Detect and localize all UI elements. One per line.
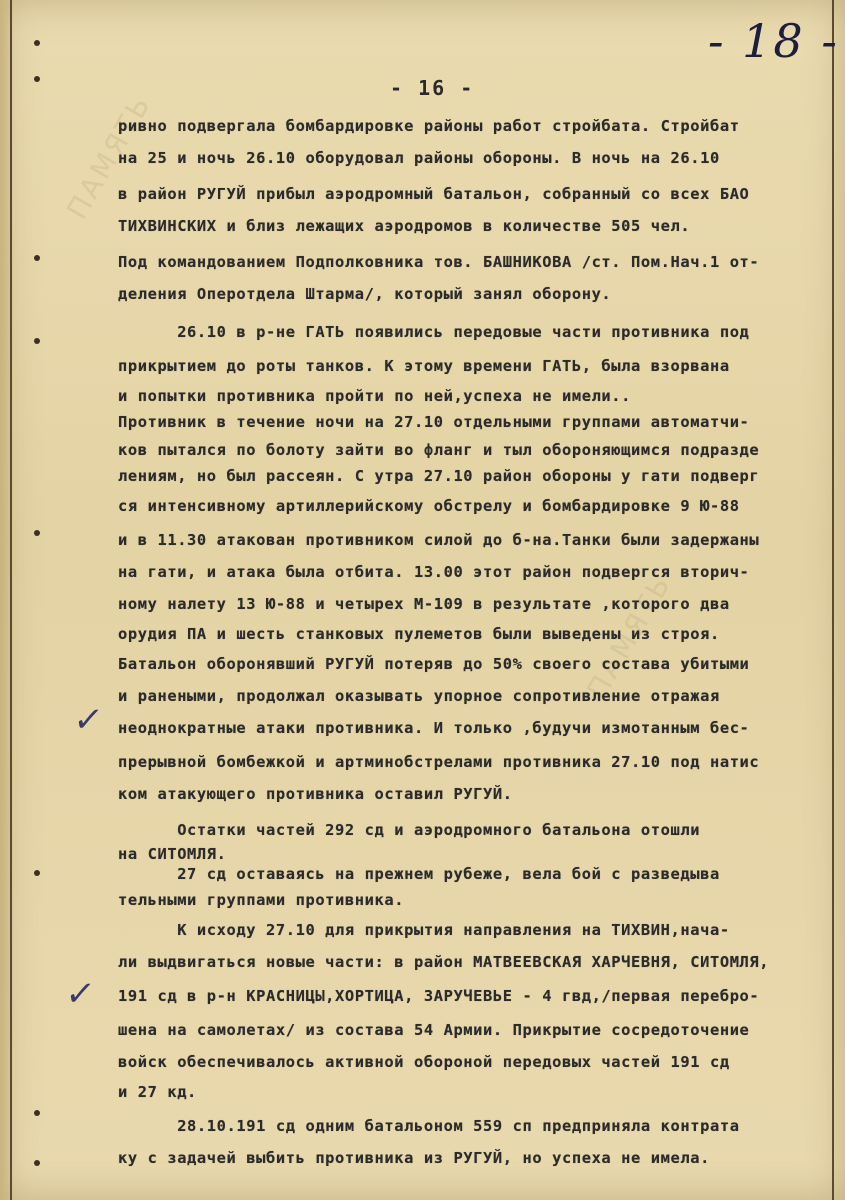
text-line: 191 сд в р-н КРАСНИЦЫ,ХОРТИЦА, ЗАРУЧЕВЬЕ - 4 гвд,/первая перебро- <box>118 987 760 1005</box>
binding-hole <box>34 530 40 536</box>
binding-hole <box>34 255 40 261</box>
binding-hole <box>34 1110 40 1116</box>
archive-watermark: ПАМЯТЬ <box>60 88 158 225</box>
text-line: ному налету 13 Ю-88 и четырех М-109 в результате ,которого два <box>118 595 730 613</box>
left-border-line <box>10 0 12 1200</box>
text-line: и попытки противника пройти по ней,успеха не имели.. <box>118 387 632 405</box>
text-line: ТИХВИНСКИХ и близ лежащих аэродромов в количестве 505 чел. <box>118 217 691 235</box>
text-line: и 27 кд. <box>118 1083 197 1101</box>
checkmark-icon: ✓ <box>71 700 106 740</box>
text-line: ков пытался по болоту зайти во фланг и тыл обороняющимся подразде <box>118 441 760 459</box>
text-line: К исходу 27.10 для прикрытия направления на ТИХВИН,нача- <box>118 921 730 939</box>
text-line: в район РУГУЙ прибыл аэродромный батальон, собранный со всех БАО <box>118 185 750 203</box>
text-line: 26.10 в р-не ГАТЬ появились передовые части противника под <box>118 323 750 341</box>
text-line: и в 11.30 атакован противником силой до б-на.Танки были задержаны <box>118 531 760 549</box>
text-line: лениям, но был рассеян. С утра 27.10 район обороны у гати подверг <box>118 467 760 485</box>
binding-hole <box>34 1160 40 1166</box>
text-line: Батальон оборонявший РУГУЙ потеряв до 50% своего состава убитыми <box>118 655 750 673</box>
text-line: неоднократные атаки противника. И только ,будучи измотанным бес- <box>118 719 750 737</box>
text-line: Под командованием Подполковника тов. БАШНИКОВА /ст. Пом.Нач.1 от- <box>118 253 760 271</box>
text-line: Противник в течение ночи на 27.10 отдельными группами автоматчи- <box>118 413 750 431</box>
text-line: прерывной бомбежкой и артминобстрелами противника 27.10 под натис <box>118 753 760 771</box>
text-line: орудия ПА и шесть станковых пулеметов были выведены из строя. <box>118 625 720 643</box>
text-line: ку с задачей выбить противника из РУГУЙ, но успеха не имела. <box>118 1149 710 1167</box>
binding-hole <box>34 870 40 876</box>
text-line: на 25 и ночь 26.10 оборудовал районы обороны. В ночь на 26.10 <box>118 149 720 167</box>
text-line: 28.10.191 сд одним батальоном 559 сп предприняла контрата <box>118 1117 740 1135</box>
checkmark-icon: ✓ <box>63 974 98 1014</box>
text-line: ся интенсивному артиллерийскому обстрелу и бомбардировке 9 Ю-88 <box>118 497 740 515</box>
text-line: ли выдвигаться новые части: в район МАТВЕЕВСКАЯ ХАРЧЕВНЯ, СИТОМЛЯ, <box>118 953 770 971</box>
text-line: на гати, и атака была отбита. 13.00 этот район подвергся вторич- <box>118 563 750 581</box>
text-line: ривно подвергала бомбардировке районы работ стройбата. Стройбат <box>118 117 740 135</box>
binding-hole <box>34 338 40 344</box>
text-line: 27 сд оставаясь на прежнем рубеже, вела бой с разведыва <box>118 865 720 883</box>
text-line: Остатки частей 292 сд и аэродромного батальона отошли <box>118 821 701 839</box>
text-line: и ранеными, продолжал оказывать упорное сопротивление отражая <box>118 687 720 705</box>
archive-watermark: ПАМЯТЬ <box>580 568 678 705</box>
binding-hole <box>34 76 40 82</box>
page-number: - 16 - <box>390 76 475 100</box>
text-line: на СИТОМЛЯ. <box>118 845 227 863</box>
text-line: шена на самолетах/ из состава 54 Армии. Прикрытие сосредоточение <box>118 1021 750 1039</box>
text-line: тельными группами противника. <box>118 891 405 909</box>
text-line: войск обеспечивалось активной обороной передовых частей 191 сд <box>118 1053 730 1071</box>
text-line: деления Оперотдела Штарма/, который занял оборону. <box>118 285 612 303</box>
binding-hole <box>34 40 40 46</box>
right-border-line <box>832 0 834 1200</box>
text-line: прикрытием до роты танков. К этому времени ГАТЬ, была взорвана <box>118 357 730 375</box>
text-line: ком атакующего противника оставил РУГУЙ. <box>118 785 513 803</box>
archive-page-number: - 18 - <box>708 14 839 68</box>
